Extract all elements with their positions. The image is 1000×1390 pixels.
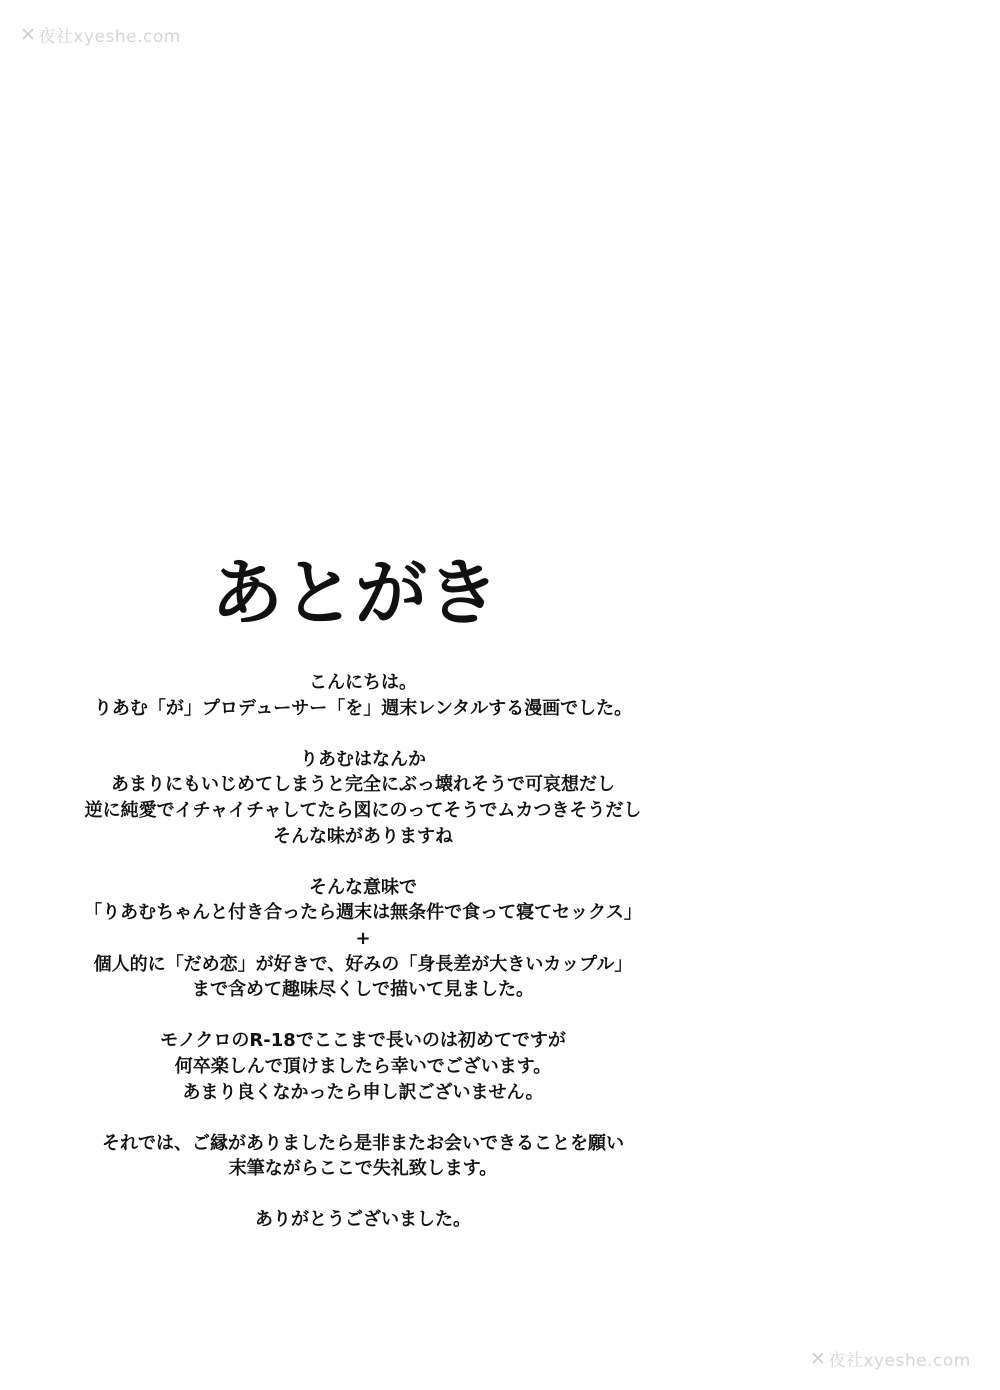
- x-logo-icon: ✕: [20, 23, 37, 46]
- text-line: りあむはなんか: [300, 748, 426, 770]
- text-line: 「りあむちゃんと付き合ったら週末は無条件で食って寝てセックス」: [84, 902, 642, 924]
- watermark-top-text: 夜社xyeshe.com: [38, 27, 181, 47]
- x-logo-icon: ✕: [810, 1347, 827, 1370]
- text-line: それでは、ご縁がありましたら是非またお会いできることを願い: [102, 1132, 624, 1154]
- paragraph-meaning: [0, 875, 726, 1003]
- watermark-bottom: [810, 1346, 971, 1371]
- page-title: あとがき: [210, 551, 499, 635]
- text-line: あまり良くなかったら申し訳ございません。: [182, 1081, 544, 1103]
- text-line: りあむ「が」プロデューサー「を」週末レンタルする漫画でした。: [93, 697, 633, 719]
- text-line: 末筆ながらここで失礼致します。: [228, 1158, 498, 1180]
- paragraph-riamu: [0, 747, 726, 849]
- text-line: そんな味がありますね: [273, 825, 453, 847]
- text-line: モノクロのR-18でここまで長いのは初めてですが: [160, 1030, 566, 1052]
- paragraph-thanks: [0, 1207, 726, 1233]
- paragraph-greeting: [0, 670, 726, 721]
- text-line: ありがとうございました。: [255, 1209, 471, 1231]
- text-line: そんな意味で: [309, 876, 417, 898]
- text-line: 逆に純愛でイチャイチャしてたら図にのってそうでムカつきそうだし: [84, 799, 642, 821]
- text-line: 何卒楽しんで頂けましたら幸いでございます。: [174, 1055, 552, 1077]
- text-line: こんにちは。: [309, 672, 417, 693]
- text-line: 個人的に「だめ恋」が好きで、好みの「身長差が大きいカップル」: [93, 953, 633, 975]
- afterword-body: [0, 670, 726, 1259]
- text-line: あまりにもいじめてしまうと完全にぶっ壊れそうで可哀想だし: [111, 774, 615, 796]
- watermark-bottom-text: 夜社xyeshe.com: [828, 1351, 971, 1371]
- text-line: +: [355, 927, 371, 949]
- paragraph-monochrome: [0, 1028, 726, 1105]
- paragraph-farewell: [0, 1131, 726, 1182]
- watermark-top: [20, 22, 181, 47]
- text-line: まで含めて趣味尽くしで描いて見ました。: [192, 979, 534, 1001]
